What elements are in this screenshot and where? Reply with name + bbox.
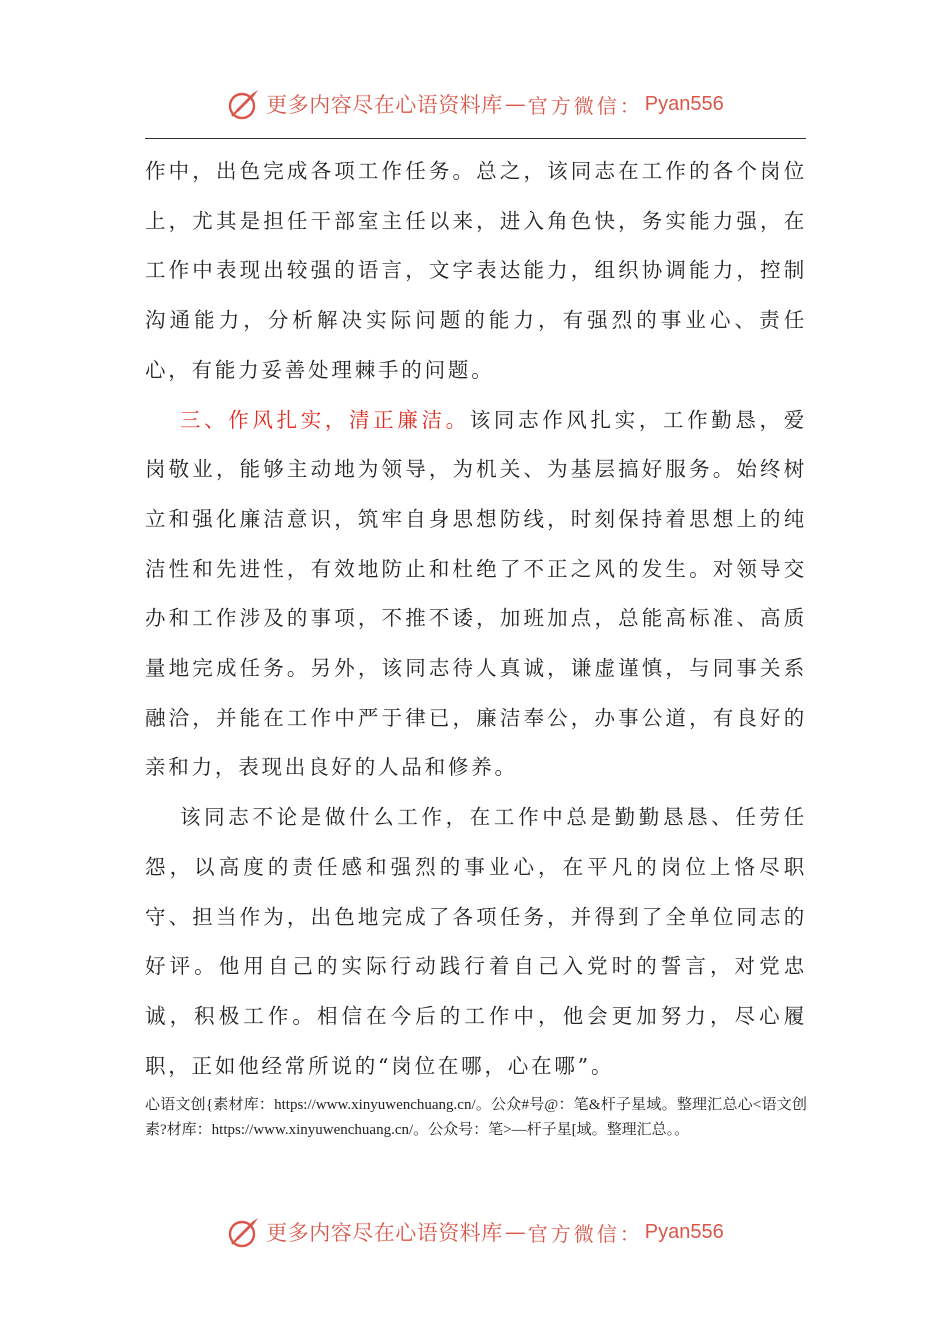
paragraph-1: 作中，出色完成各项工作任务。总之，该同志在工作的各个岗位上，尤其是担任干部室主任以来，进入角色快，务实能力强，在工作中表现出较强的语言，文字表达能力，组织协调能力，控制沟通能力，分析解决实际问题的能力，有强烈的事业心、责任心，有能力妥善处理棘手的问题。 (145, 159, 807, 382)
paragraph-3: 该同志不论是做什么工作，在工作中总是勤勤恳恳、任劳任怨，以高度的责任感和强烈的事业心，在平凡的岗位上恪尽职守、担当作为，出色地完成了各项任务，并得到了全单位同志的好评。他用自己的实际行动践行着自己入党时的誓言，对党忠诚，积极工作。相信在今后的工作中，他会更加努力，尽心履职，正如他经常所说的“岗位在哪，心在哪”。 (145, 805, 807, 1078)
document-body (145, 147, 807, 1091)
paragraph-2 (145, 396, 807, 794)
banner-dash: — (504, 1220, 526, 1244)
page-footer-banner (0, 1212, 950, 1252)
banner-dash: — (504, 92, 526, 116)
banner-text: 更多内容尽在心语资料库 (266, 1221, 503, 1245)
paragraph-2-body: 该同志作风扎实，工作勤恳，爱岗敬业，能够主动地为领导，为机关、为基层搞好服务。始终树立和强化廉洁意识，筑牢自身思想防线，时刻保持着思想上的纯洁性和先进性，有效地防止和杜绝了不正之风的发生。对领导交办和工作涉及的事项，不推不诿，加班加点，总能高标准、高质量地完成任务。另外，该同志待人真诚，谦虚谨慎，与同事关系融洽，并能在工作中严于律已，廉洁奉公，办事公道，有良好的亲和力，表现出良好的人品和修养。 (145, 407, 807, 780)
quill-pen-logo-icon (226, 1214, 262, 1250)
section-heading: 三、作风扎实，清正廉洁。 (180, 407, 470, 432)
wechat-label: 官方微信： (527, 1221, 643, 1246)
wechat-label: 官方微信： (527, 93, 643, 118)
source-note: 心语文创{素材库：https://www.xinyuwenchuang.cn/。公众#号@：笔&杆子星域。整理汇总心<语文创素?材库：https://www.xinyuwenchuang.cn/。公众号：笔>—杆子星[域。整理汇总。。 (145, 1097, 807, 1138)
page-header-banner (0, 84, 950, 124)
wechat-id: Pyan556 (644, 92, 724, 115)
header-divider (145, 138, 806, 139)
wechat-id: Pyan556 (644, 1220, 724, 1243)
banner-text: 更多内容尽在心语资料库 (266, 93, 503, 117)
quill-pen-logo-icon (226, 86, 262, 122)
